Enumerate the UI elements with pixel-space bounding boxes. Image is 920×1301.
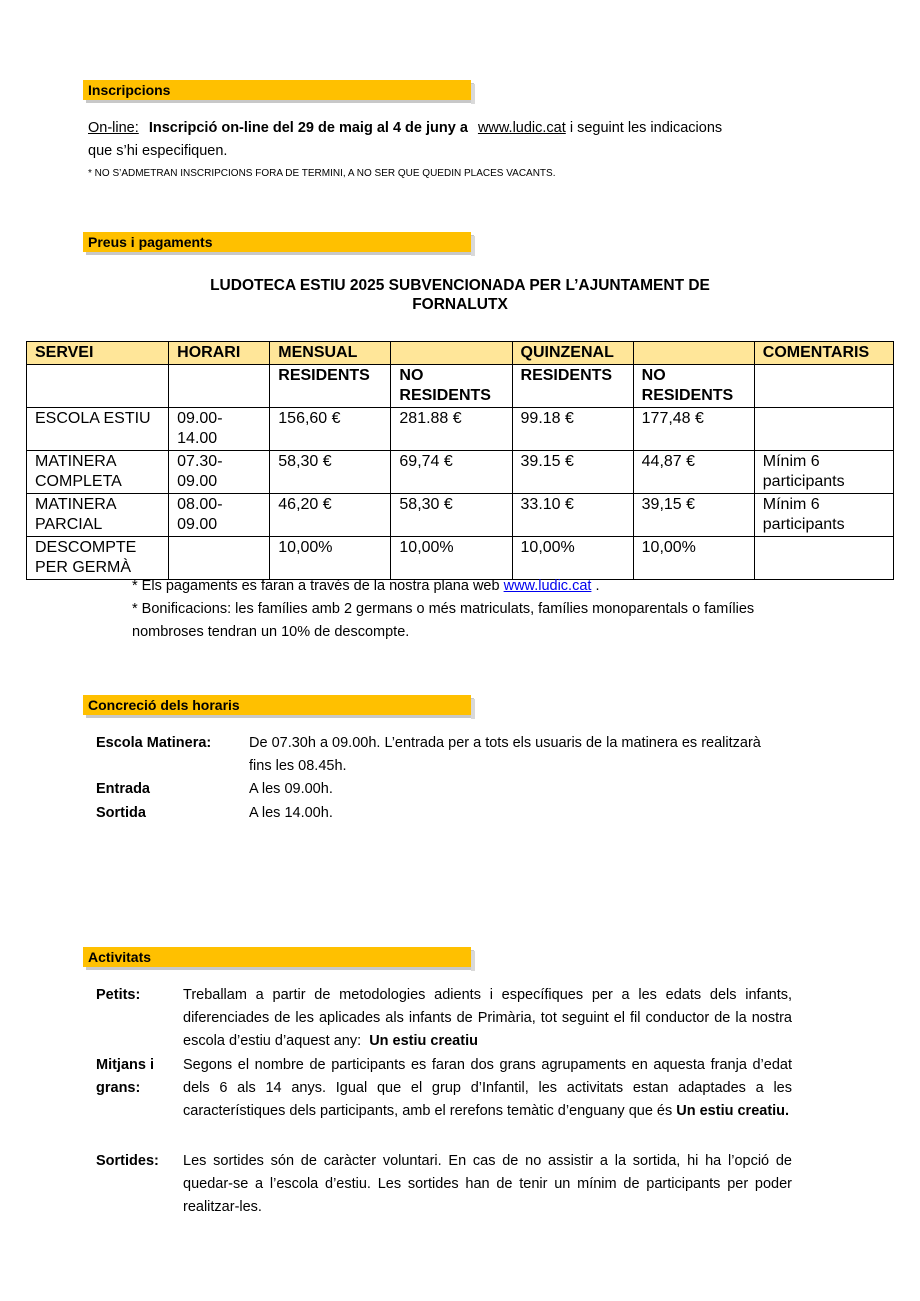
table-cell: MATINERA COMPLETA: [27, 451, 169, 494]
payment-note: * Els pagaments es faran a través de la nostra plana web: [132, 578, 500, 594]
horari-label: Sortida: [96, 805, 146, 821]
bonus-note-line-1: * Bonificacions: les famílies amb 2 germans o més matriculats, famílies monoparentals o famílies: [132, 601, 755, 617]
online-bold-text: Inscripció on-line del 29 de maig al 4 de juny a: [148, 120, 468, 136]
table-cell: 10,00%: [512, 537, 633, 580]
table-cell: 46,20 €: [270, 494, 391, 537]
table-subheader-cell: NO RESIDENTS: [633, 365, 754, 408]
table-cell: 44,87 €: [633, 451, 754, 494]
mitjans-label-line-2: grans:: [96, 1080, 141, 1096]
horari-value: [249, 732, 809, 778]
bonus-note-line-2: nombroses tendran un 10% de descompte.: [132, 624, 410, 640]
table-cell: [754, 537, 893, 580]
table-cell: [169, 537, 270, 580]
table-header-cell: HORARI: [169, 342, 270, 365]
table-subheader-cell: NO RESIDENTS: [391, 365, 512, 408]
activity-label-sortides: Sortides:: [96, 1153, 159, 1169]
table-cell: 08.00-09.00: [169, 494, 270, 537]
horari-label: Entrada: [96, 781, 150, 797]
table-cell: DESCOMPTE PER GERMÀ: [27, 537, 169, 580]
table-subheader-cell: [754, 365, 893, 408]
table-header-cell: SERVEI: [27, 342, 169, 365]
petits-theme: Un estiu creatiu: [369, 1033, 478, 1049]
horari-value: A les 14.00h.: [249, 805, 333, 821]
section-header-horaris: Concreció dels horaris: [83, 695, 471, 715]
activity-text-mitjans: [183, 1054, 792, 1123]
payment-note-end: .: [595, 578, 600, 594]
inscripcions-note: * NO S’ADMETRAN INSCRIPCIONS FORA DE TERMINI, A NO SER QUE QUEDIN PLACES VACANTS.: [88, 168, 556, 179]
activity-text-petits: [183, 984, 792, 1053]
mitjans-theme: Un estiu creatiu.: [676, 1103, 790, 1119]
payment-link[interactable]: www.ludic.cat: [503, 578, 592, 594]
price-notes: [132, 575, 812, 644]
horari-value: A les 09.00h.: [249, 781, 333, 797]
price-title-line-1: LUDOTECA ESTIU 2025 SUBVENCIONADA PER L’AJUNTAMENT DE: [210, 277, 710, 294]
table-cell: 58,30 €: [391, 494, 512, 537]
table-cell: ESCOLA ESTIU: [27, 408, 169, 451]
table-cell: 69,74 €: [391, 451, 512, 494]
table-row: [27, 494, 894, 537]
table-row: [27, 408, 894, 451]
price-table: [26, 341, 894, 580]
table-cell: 39,15 €: [633, 494, 754, 537]
mitjans-label-line-1: Mitjans i: [96, 1057, 155, 1073]
horari-value-line-2: fins les 08.45h.: [249, 758, 347, 774]
online-rest-2: que s’hi especifiquen.: [88, 143, 228, 159]
table-row: [27, 537, 894, 580]
table-subheader-cell: RESIDENTS: [512, 365, 633, 408]
table-cell: Mínim 6 participants: [754, 494, 893, 537]
table-cell: 58,30 €: [270, 451, 391, 494]
table-cell: MATINERA PARCIAL: [27, 494, 169, 537]
activity-label-petits: Petits:: [96, 987, 141, 1003]
table-cell: 177,48 €: [633, 408, 754, 451]
table-subheader-cell: [169, 365, 270, 408]
table-header-cell: MENSUAL: [270, 342, 391, 365]
price-title-line-2: FORNALUTX: [412, 296, 508, 313]
section-header-activitats: Activitats: [83, 947, 471, 967]
table-subheader-cell: [27, 365, 169, 408]
online-label: On-line:: [88, 120, 139, 136]
mitjans-description: Segons el nombre de participants es faran dos grans agrupaments en aquesta franja d’edat dels 6 als 14 anys. Igual que el grup d’Infantil, les activitats estan adaptades a les característiques dels participants, amb el rerefons temàtic d’enguany que és: [183, 1057, 792, 1119]
activity-label-mitjans: [96, 1054, 168, 1100]
horari-label: Escola Matinera:: [96, 735, 212, 751]
table-cell: 07.30-09.00: [169, 451, 270, 494]
table-row: [27, 451, 894, 494]
price-table-title: [26, 276, 894, 314]
activity-text-sortides: Les sortides són de caràcter voluntari. En cas de no assistir a la sortida, hi ha l’opció de quedar-se a l’escola d’estiu. Les sortides han de tenir un mínim de participants per poder realitzar-les.: [183, 1153, 792, 1215]
table-cell: 99.18 €: [512, 408, 633, 451]
section-header-preus: Preus i pagaments: [83, 232, 471, 252]
table-header-cell: [391, 342, 512, 365]
inscripcions-online: [88, 117, 808, 163]
table-cell: [754, 408, 893, 451]
petits-description: Treballam a partir de metodologies adients i específiques per a les edats dels infants, diferenciades de les aplicades als infants de Primària, tot seguint el fil conductor de la nostra escola d’estiu d’aquest any:: [183, 987, 792, 1049]
table-cell: 33.10 €: [512, 494, 633, 537]
table-header-cell: COMENTARIS: [754, 342, 893, 365]
table-cell: 09.00-14.00: [169, 408, 270, 451]
section-header-inscripcions: Inscripcions: [83, 80, 471, 100]
online-rest-1: i seguint les indicacions: [569, 120, 723, 136]
table-subheader-cell: RESIDENTS: [270, 365, 391, 408]
table-header-cell: [633, 342, 754, 365]
table-cell: 39.15 €: [512, 451, 633, 494]
table-cell: 10,00%: [391, 537, 512, 580]
table-cell: 10,00%: [270, 537, 391, 580]
ludic-link[interactable]: www.ludic.cat: [477, 120, 566, 136]
table-cell: Mínim 6 participants: [754, 451, 893, 494]
table-cell: 156,60 €: [270, 408, 391, 451]
table-cell: 281.88 €: [391, 408, 512, 451]
horari-value-line-1: De 07.30h a 09.00h. L’entrada per a tots els usuaris de la matinera es realitzarà: [249, 735, 761, 751]
table-cell: 10,00%: [633, 537, 754, 580]
table-subheader-row: [27, 365, 894, 408]
table-header-cell: QUINZENAL: [512, 342, 633, 365]
table-header-row: [27, 342, 894, 365]
